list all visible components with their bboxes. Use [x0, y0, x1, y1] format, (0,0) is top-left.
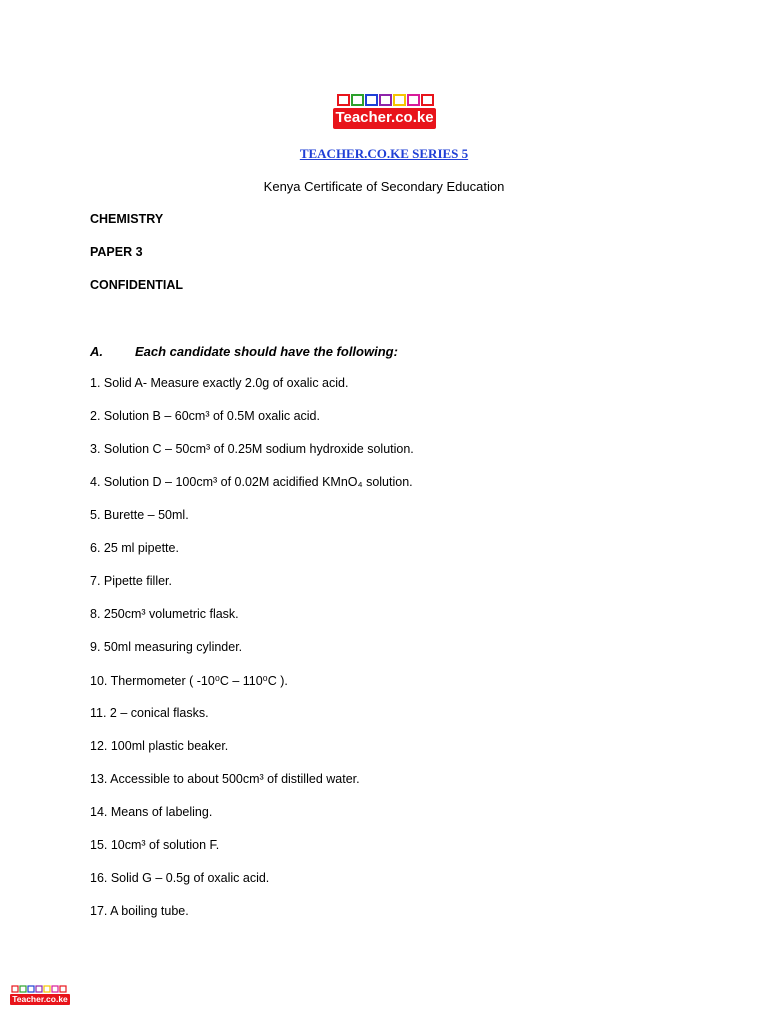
- list-item: 14. Means of labeling.: [90, 805, 213, 819]
- footer-logo-text: Teacher.co.ke: [12, 994, 68, 1004]
- list-item: 15. 10cm³ of solution F.: [90, 838, 220, 852]
- section-letter: A.: [90, 344, 103, 359]
- series-link[interactable]: TEACHER.CO.KE SERIES 5: [299, 146, 469, 161]
- list-item: 7. Pipette filler.: [90, 574, 172, 588]
- list-item: 5. Burette – 50ml.: [90, 508, 189, 522]
- teacher-logo: [332, 92, 437, 130]
- list-item: 12. 100ml plastic beaker.: [90, 739, 229, 753]
- list-item: 8. 250cm³ volumetric flask.: [90, 607, 239, 621]
- list-item: 2. Solution B – 60cm³ of 0.5M oxalic acid.: [90, 409, 320, 423]
- list-item: 9. 50ml measuring cylinder.: [90, 640, 243, 654]
- section-heading: [90, 344, 398, 359]
- list-item: 6. 25 ml pipette.: [90, 541, 179, 555]
- list-item: 10. Thermometer ( -10⁰C – 110⁰C ).: [90, 674, 288, 688]
- list-item: 4. Solution D – 100cm³ of 0.02M acidified KMnO₄ solution.: [90, 475, 413, 489]
- paper-label: PAPER 3: [90, 245, 143, 259]
- exam-subtitle: Kenya Certificate of Secondary Education: [263, 179, 505, 194]
- list-item: 11. 2 – conical flasks.: [90, 706, 209, 720]
- list-item: 3. Solution C – 50cm³ of 0.25M sodium hydroxide solution.: [90, 442, 414, 456]
- teacher-logo-text: Teacher.co.ke: [335, 109, 434, 126]
- list-item: 13. Accessible to about 500cm³ of distilled water.: [90, 772, 360, 786]
- classification-label: CONFIDENTIAL: [90, 278, 184, 292]
- subject-label: CHEMISTRY: [90, 212, 164, 226]
- footer-teacher-logo: [9, 984, 71, 1006]
- section-title: Each candidate should have the following:: [135, 344, 398, 359]
- list-item: 17. A boiling tube.: [90, 904, 189, 918]
- list-item: 1. Solid A- Measure exactly 2.0g of oxalic acid.: [90, 376, 349, 390]
- list-item: 16. Solid G – 0.5g of oxalic acid.: [90, 871, 270, 885]
